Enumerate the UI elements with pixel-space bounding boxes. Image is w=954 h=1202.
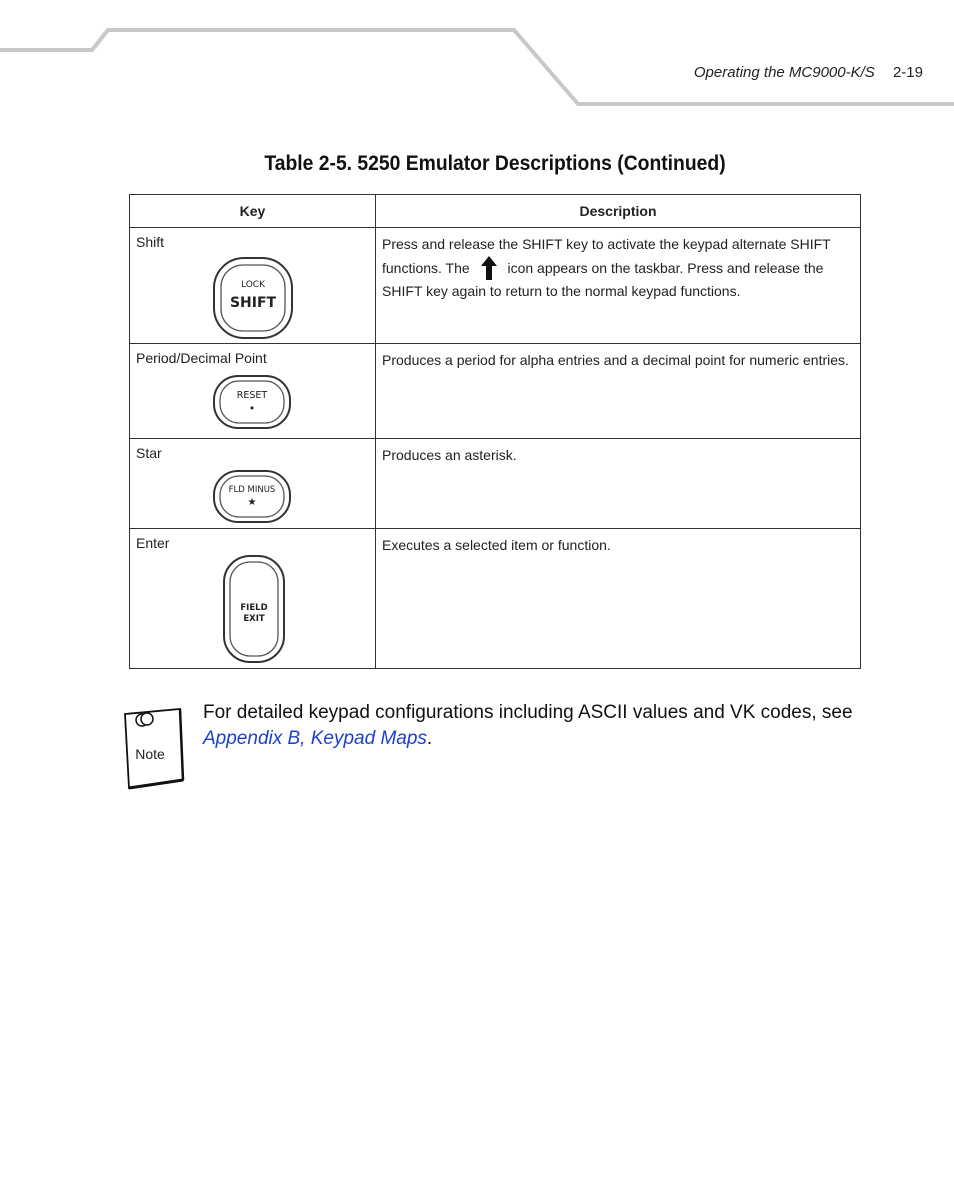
keycap-top-label: RESET (236, 390, 268, 401)
table-row (130, 439, 861, 529)
key-cell (130, 228, 376, 344)
description-cell (376, 344, 861, 439)
keycap-bottom-label: EXIT (243, 614, 265, 624)
note-icon-label: Note (135, 746, 165, 762)
description-cell (376, 439, 861, 529)
key-cell (130, 344, 376, 439)
shift-key-image (212, 256, 294, 340)
table-row (130, 228, 861, 344)
chapter-title: Operating the MC9000-K/S (693, 64, 875, 81)
key-name: Shift (136, 234, 165, 250)
key-name: Enter (136, 535, 170, 551)
description-cell (376, 228, 861, 344)
description-text: Produces an asterisk. (382, 447, 517, 463)
key-cell (130, 439, 376, 529)
description-text: icon appears on the taskbar. Press and release the SHIFT key again to return to the normal keypad functions. (382, 260, 824, 299)
column-header-description: Description (376, 195, 861, 228)
note-body: For detailed keypad configurations including ASCII values and VK codes, see (203, 702, 853, 723)
keycap-bottom-label: ★ (247, 497, 257, 508)
key-name: Star (136, 445, 162, 461)
keycap-bottom-label: • (248, 402, 256, 415)
header-decoration (0, 0, 954, 110)
note-text (203, 700, 863, 752)
table-row (130, 344, 861, 439)
table-title: Table 2-5. 5250 Emulator Descriptions (Continued) (264, 152, 726, 175)
table-row (130, 529, 861, 669)
keycap-bottom-label: SHIFT (229, 295, 277, 311)
description-text: Press and release the SHIFT key to activate the keypad alternate SHIFT functions. The (382, 236, 831, 276)
star-key-image (212, 469, 292, 524)
description-text: Executes a selected item or function. (382, 537, 611, 553)
appendix-link[interactable]: Appendix B, Keypad Maps (203, 728, 427, 749)
period-key-image (212, 374, 292, 430)
page-number: 2-19 (892, 64, 923, 81)
note-icon (114, 706, 188, 792)
key-name: Period/Decimal Point (136, 350, 267, 366)
enter-key-image (222, 554, 286, 666)
key-cell (130, 529, 376, 669)
keycap-top-label: FIELD (240, 603, 268, 613)
key-descriptions-table (129, 194, 861, 669)
up-arrow-icon (474, 255, 504, 281)
note-period: . (426, 728, 433, 749)
table-header-row (130, 195, 861, 228)
keycap-top-label: FLD MINUS (228, 485, 276, 495)
keycap-top-label: LOCK (241, 280, 265, 290)
description-cell (376, 529, 861, 669)
column-header-key: Key (130, 195, 376, 228)
running-header (694, 64, 923, 81)
description-text: Produces a period for alpha entries and a decimal point for numeric entries. (382, 352, 849, 368)
